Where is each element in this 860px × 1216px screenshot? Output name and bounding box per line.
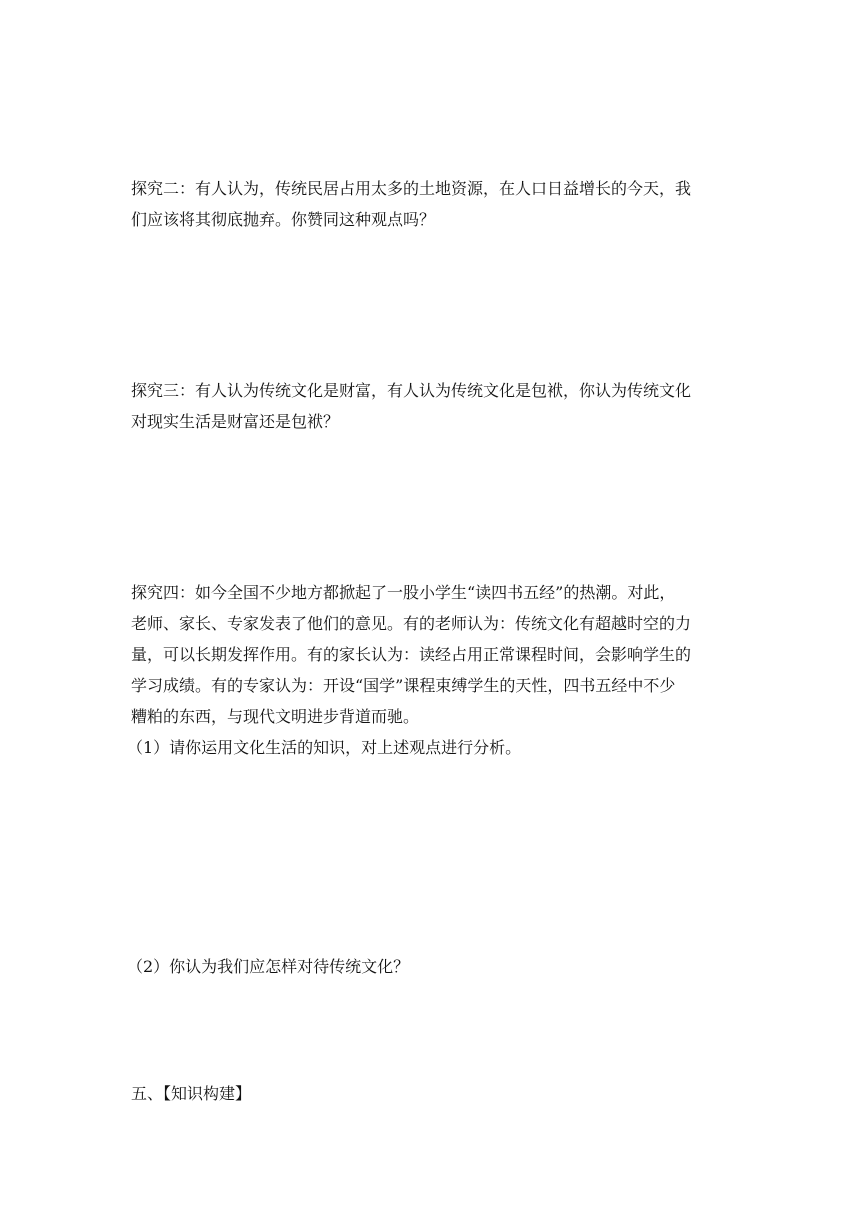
inquiry-2-line: 探究二：有人认为，传统民居占用太多的土地资源，在人口日益增长的今天，我 — [131, 179, 692, 198]
inquiry-3-line: 对现实生活是财富还是包袱？ — [131, 412, 340, 431]
inquiry-4-question-1: （1）请你运用文化生活的知识，对上述观点进行分析。 — [127, 738, 522, 757]
inquiry-4-line: 学习成绩。有的专家认为：开设“国学”课程束缚学生的天性，四书五经中不少 — [131, 676, 676, 695]
inquiry-3-line: 探究三：有人认为传统文化是财富，有人认为传统文化是包袱，你认为传统文化 — [131, 381, 692, 400]
inquiry-4-line: 量，可以长期发挥作用。有的家长认为：读经占用正常课程时间，会影响学生的 — [131, 645, 692, 664]
inquiry-3-paragraph — [131, 375, 731, 437]
inquiry-4-paragraph — [131, 577, 731, 732]
section-5-heading: 五、【知识构建】 — [131, 1084, 252, 1103]
inquiry-4-line: 糟粕的东西，与现代文明进步背道而驰。 — [131, 707, 420, 726]
inquiry-2-paragraph — [131, 173, 731, 235]
inquiry-4-line: 探究四：如今全国不少地方都掀起了一股小学生“读四书五经”的热潮。对此， — [131, 583, 676, 602]
inquiry-2-line: 们应该将其彻底抛弃。你赞同这种观点吗？ — [131, 210, 436, 229]
inquiry-4-question-2: （2）你认为我们应怎样对待传统文化？ — [127, 957, 410, 976]
inquiry-4-line: 老师、家长、专家发表了他们的意见。有的老师认为：传统文化有超越时空的力 — [131, 614, 692, 633]
